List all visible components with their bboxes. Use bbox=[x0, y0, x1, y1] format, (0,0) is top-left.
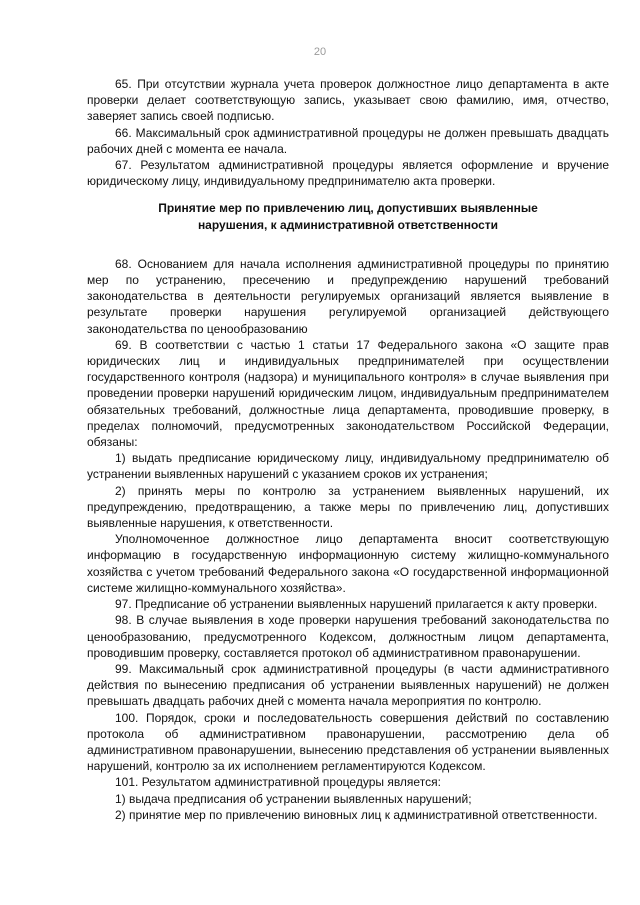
paragraph-101-item-1: 1) выдача предписания об устранении выявленных нарушений; bbox=[115, 791, 472, 806]
section-heading: Принятие мер по привлечению лиц, допустивших выявленные нарушения, к административной ответственности bbox=[158, 201, 538, 232]
paragraph-97: 97. Предписание об устранении выявленных нарушений прилагается к акту проверки. bbox=[115, 597, 598, 612]
paragraph-69-item-1: 1) выдать предписание юридическому лицу, индивидуальному предпринимателю об устранении выявленных нарушений с указанием сроков их устранения; bbox=[87, 451, 609, 482]
paragraph-66: 66. Максимальный срок административной процедуры не должен превышать двадцать рабочих дней с момента ее начала. bbox=[87, 125, 609, 156]
paragraph-101: 101. Результатом административной процедуры является: bbox=[115, 775, 441, 790]
paragraph-69-item-2: 2) принять меры по контролю за устранением выявленных нарушений, их предупреждению, предотвращению, а также меры по привлечению лиц, допустивших выявленные нарушения, к ответственности. bbox=[87, 483, 609, 531]
document-body bbox=[87, 76, 609, 823]
page-number: 20 bbox=[313, 46, 327, 58]
paragraph-98: 98. В случае выявления в ходе проверки нарушения требований законодательства по ценообразованию, предусмотренного Кодексом, должностным лицом департамента, проводившим проверку, составляется протокол об административном правонарушении. bbox=[87, 613, 609, 660]
paragraph-67: 67. Результатом административной процедуры является оформление и вручение юридическому лицу, индивидуальному предпринимателю акта проверки. bbox=[87, 158, 609, 189]
paragraph-68: 68. Основанием для начала исполнения административной процедуры по принятию мер по устранению, пресечению и предупреждению нарушений требований законодательства в деятельности регулируемых организаций является выявление в результате проверки нарушения регулируемой организацией действующего законодательства по ценообразованию bbox=[87, 256, 609, 336]
paragraph-65: 65. При отсутствии журнала учета проверок должностное лицо департамента в акте проверки делает соответствующую запись, указывает свою фамилию, имя, отчество, заверяет запись своей подписью. bbox=[87, 77, 609, 124]
paragraph-100: 100. Порядок, сроки и последовательность совершения действий по составлению протокола об административном правонарушении, рассмотрению дела об административном правонарушении, вынесению представления об устранении выявленных нарушений, контролю за их исполнением регламентируются Кодексом. bbox=[87, 710, 609, 774]
paragraph-101-item-2: 2) принятие мер по привлечению виновных лиц к административной ответственности. bbox=[115, 807, 598, 822]
paragraph-99: 99. Максимальный срок административной процедуры (в части административного действия по вынесению предписания об устранении выявленных нарушений) не должен превышать двадцать рабочих дней с момента начала мероприятия по контролю. bbox=[87, 661, 609, 709]
paragraph-gis-info: Уполномоченное должностное лицо департамента вносит соответствующую информацию в государственную информационную систему жилищно-коммунального хозяйства с учетом требований Федерального закона «О государственной информационной системе жилищно-коммунального хозяйства». bbox=[87, 532, 609, 595]
paragraph-69: 69. В соответствии с частью 1 статьи 17 Федерального закона «О защите прав юридических лиц и индивидуальных предпринимателей при осуществлении государственного контроля (надзора) и муниципального контроля» в случае выявления при проведении проверки нарушений юридическим лицом, индивидуальным предпринимателем обязательных требований, должностные лица департамента, проводившие проверку, в пределах полномочий, предусмотренных законодательством Российской Федерации, обязаны: bbox=[87, 337, 609, 450]
